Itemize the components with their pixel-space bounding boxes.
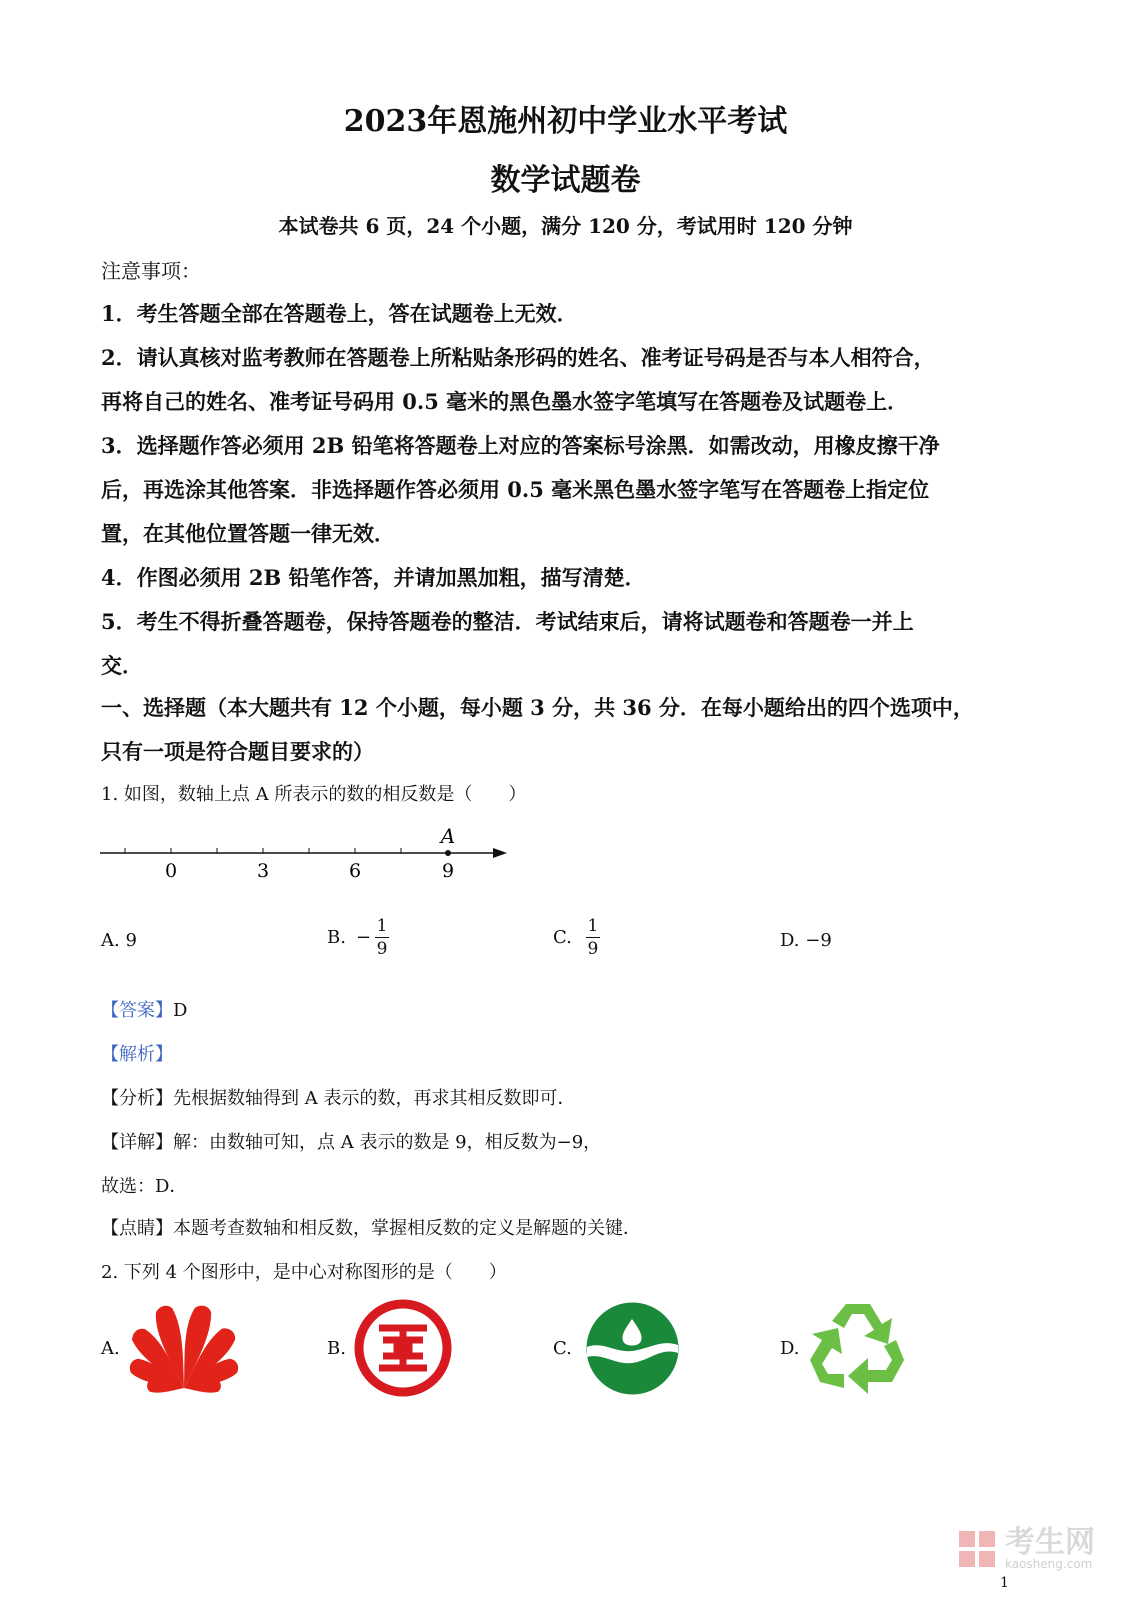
number-line-figure <box>95 820 515 890</box>
option-b-prefix: B. <box>327 927 346 948</box>
fenxi-tag: 【分析】 <box>101 1088 173 1109</box>
tick-label: 0 <box>164 860 178 882</box>
notice-line: 2．请认真核对监考教师在答题卷上所粘贴条形码的姓名、准考证号码是否与本人相符合， <box>101 345 935 370</box>
figure-label-d: D. <box>780 1338 800 1359</box>
notice-line: 1．考生答题全部在答题卷上，答在试题卷上无效． <box>101 301 578 326</box>
option-b-sign: − <box>355 927 372 948</box>
watermark-logo-icon <box>957 1529 997 1569</box>
watermark-brand: 考生网 <box>1005 1525 1095 1560</box>
notice-line: 5．考生不得折叠答题卷，保持答题卷的整洁．考试结束后，请将试题卷和答题卷一并上 <box>101 609 914 634</box>
xiangjie-text: 解：由数轴可知，点 A 表示的数是 9，相反数为−9， <box>173 1132 602 1153</box>
option-b <box>327 915 389 960</box>
answer-tag: 【答案】 <box>101 1000 173 1021</box>
fraction-denominator: 9 <box>587 939 599 959</box>
point-a-dot <box>445 850 451 856</box>
page-number: 1 <box>1000 1575 1009 1591</box>
notice-line: 3．选择题作答必须用 2B 铅笔将答题卷上对应的答案标号涂黑．如需改动，用橡皮擦干净 <box>101 433 940 458</box>
figure-label-c: C. <box>553 1338 572 1359</box>
answer-line <box>101 996 187 1022</box>
fraction-numerator: 1 <box>587 916 599 936</box>
dianjing-line <box>101 1214 641 1240</box>
notice-line: 4．作图必须用 2B 铅笔作答，并请加黑加粗，描写清楚． <box>101 565 646 590</box>
xiangjie-line <box>101 1128 601 1154</box>
huawei-logo-icon <box>128 1300 240 1395</box>
notice-line: 后，再选涂其他答案．非选择题作答必须用 0.5 毫米黑色墨水签字笔写在答题卷上指定位 <box>101 477 930 502</box>
recycle-symbol-icon <box>808 1298 910 1396</box>
green-circle-logo-icon <box>585 1301 680 1396</box>
exam-title: 2023年恩施州初中学业水平考试 <box>343 104 788 139</box>
tick-label: 6 <box>348 860 362 882</box>
dianjing-text: 本题考查数轴和相反数，掌握相反数的定义是解题的关键． <box>173 1218 641 1239</box>
notice-heading: 注意事项： <box>101 259 201 283</box>
exam-subtitle: 数学试题卷 <box>490 163 641 198</box>
bank-logo-icon <box>353 1298 453 1398</box>
question-1-stem: 1. 如图，数轴上点 A 所表示的数的相反数是（ ） <box>101 784 527 805</box>
watermark <box>957 1525 1095 1571</box>
exam-info: 本试卷共 6 页，24 个小题，满分 120 分，考试用时 120 分钟 <box>278 214 853 238</box>
dianjing-tag: 【点睛】 <box>101 1218 173 1239</box>
question-2-stem: 2. 下列 4 个图形中，是中心对称图形的是（ ） <box>101 1262 507 1283</box>
analysis-tag: 【解析】 <box>101 1044 173 1065</box>
number-line-arrow <box>493 848 507 858</box>
notice-line: 交． <box>101 653 143 678</box>
section-heading: 一、选择题（本大题共有 12 个小题，每小题 3 分，共 36 分．在每小题给出的四个选项中， <box>101 695 974 720</box>
option-a: A. 9 <box>101 930 137 951</box>
option-c-prefix: C. <box>553 927 572 948</box>
fraction-numerator: 1 <box>376 916 388 936</box>
option-c <box>553 915 600 960</box>
answer-value: D <box>173 1000 188 1021</box>
option-b-fraction <box>375 915 389 960</box>
tick-label: 3 <box>256 860 270 882</box>
xiangjie-tag: 【详解】 <box>101 1132 173 1153</box>
notice-line: 置，在其他位置答题一律无效． <box>101 521 395 546</box>
option-d: D. −9 <box>780 930 832 951</box>
tick-label: 9 <box>441 860 455 882</box>
fenxi-text: 先根据数轴得到 A 表示的数，再求其相反数即可． <box>173 1088 576 1109</box>
guxuan-line: 故选：D． <box>101 1176 188 1197</box>
notice-line: 再将自己的姓名、准考证号码用 0.5 毫米的黑色墨水签字笔填写在答题卷及试题卷上． <box>101 389 909 414</box>
figure-label-a: A. <box>101 1338 120 1359</box>
section-heading-cont: 只有一项是符合题目要求的） <box>101 739 374 764</box>
fenxi-line <box>101 1084 575 1110</box>
watermark-url: kaosheng.com <box>1005 1557 1093 1571</box>
figure-label-b: B. <box>327 1338 346 1359</box>
fraction-denominator: 9 <box>376 939 388 959</box>
option-c-fraction <box>586 915 600 960</box>
point-a-label: A <box>440 824 456 848</box>
